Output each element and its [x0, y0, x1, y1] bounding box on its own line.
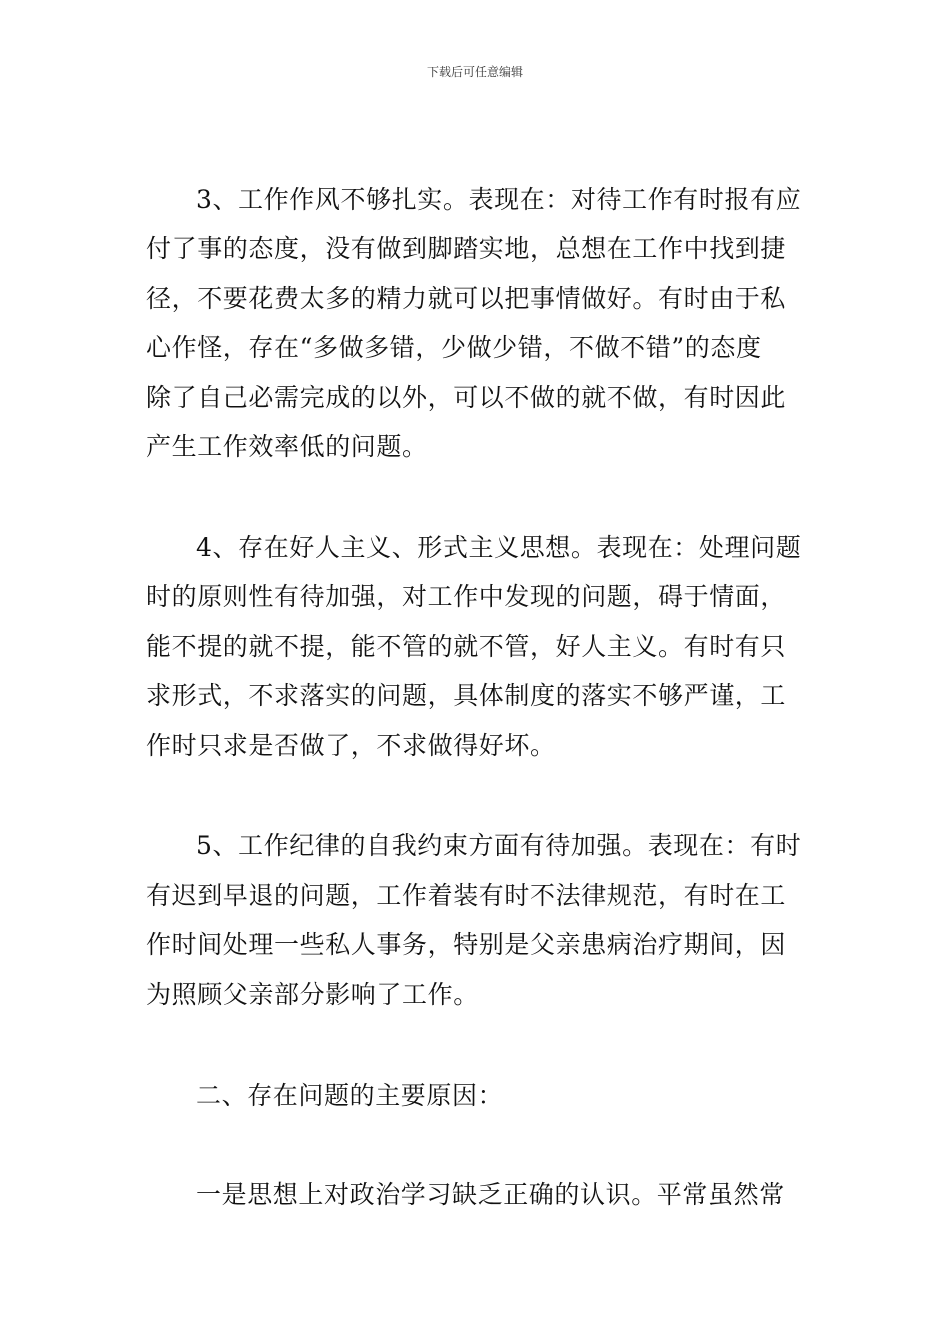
paragraph-line: 心作怪，存在“多做多错，少做少错，不做不错”的态度	[146, 333, 762, 362]
paragraph-line: 径，不要花费太多的精力就可以把事情做好。有时由于私	[146, 284, 787, 313]
paragraph-line: 3、工作作风不够扎实。表现在：对待工作有时报有应	[196, 185, 802, 214]
paragraph-line: 产生工作效率低的问题。	[146, 432, 428, 461]
paragraph-line: 能不提的就不提，能不管的就不管，好人主义。有时有只	[146, 632, 787, 661]
paragraph-line: 5、工作纪律的自我约束方面有待加强。表现在：有时	[196, 831, 802, 860]
paragraph-line: 作时只求是否做了，不求做得好坏。	[146, 731, 556, 760]
paragraph-line: 付了事的态度，没有做到脚踏实地，总想在工作中找到捷	[146, 234, 787, 263]
paragraph-line: 一是思想上对政治学习缺乏正确的认识。平常虽然常	[196, 1180, 785, 1209]
paragraph-line: 除了自己必需完成的以外，可以不做的就不做，有时因此	[146, 383, 787, 412]
paragraph-line: 时的原则性有待加强，对工作中发现的问题，碍于情面，	[146, 582, 787, 611]
paragraph-line: 为照顾父亲部分影响了工作。	[146, 980, 479, 1009]
paragraph-line: 4、存在好人主义、形式主义思想。表现在：处理问题	[196, 533, 802, 562]
page-header: 下载后可任意编辑	[426, 65, 523, 79]
paragraph-line: 作时间处理一些私人事务，特别是父亲患病治疗期间，因	[146, 930, 787, 959]
paragraph-line: 有迟到早退的问题，工作着装有时不法律规范，有时在工	[146, 881, 787, 910]
paragraph-line: 求形式，不求落实的问题，具体制度的落实不够严谨，工	[146, 681, 787, 710]
section-heading-line: 二、存在问题的主要原因：	[196, 1081, 504, 1110]
